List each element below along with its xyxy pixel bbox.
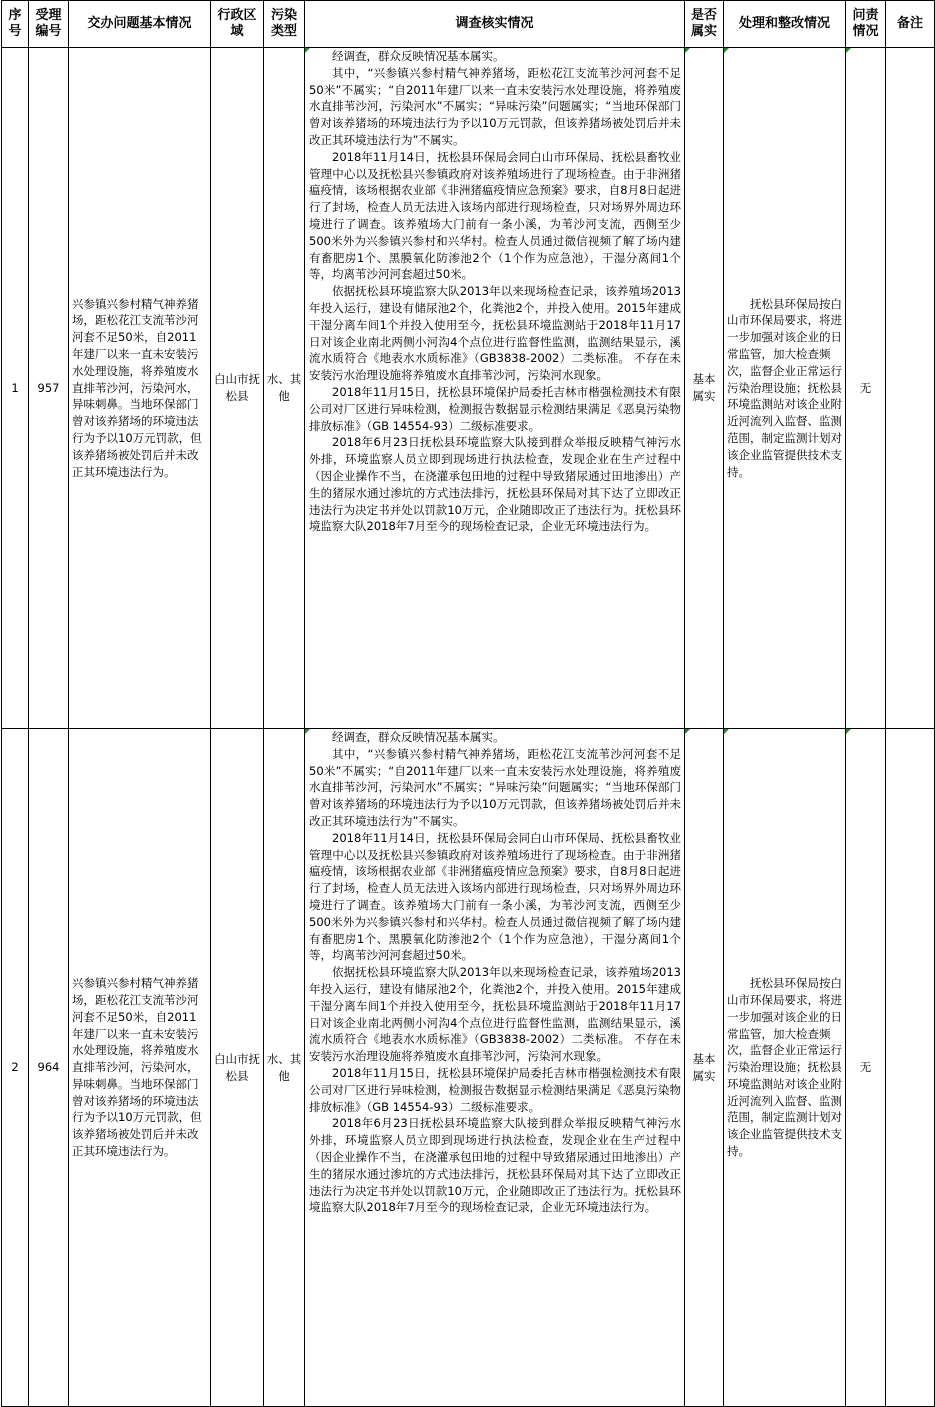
survey-paragraph: 依据抚松县环境监察大队2013年以来现场检查记录，该养殖场2013年投入运行，建设有储尿池2个，化粪池2个，并投入使用。2015年建成干湿分离车间1个并投入使用至今，抚松县环境监测站于2018年11月17日对该企业南北两侧小河沟4个点位进行监督性监测，监测结果显示，溪流水质符合《地表水水质标准》（GB3838-2002）二类标准。 不存在未安装污水治理设施将养殖废水直排苇沙河，污染河水现象。	[309, 284, 681, 383]
survey-paragraph: 2018年11月14日，抚松县环保局会同白山市环保局、抚松县畜牧业管理中心以及抚松县兴参镇政府对该养殖场进行了现场检查。由于非洲猪瘟疫情，该场根据农业部《非洲猪瘟疫情应急预案》要求，自8月8日起进行了封场，检查人员无法进入该场内部进行现场检查，只对场界外周边环境进行了调查。该养殖场大门前有一条小溪，为苇沙河支流，西侧至少500米外为兴参镇兴参村和兴华村。检查人员通过微信视频了解了场内建有畜肥房1个、黑膜氧化防渗池2个（1个作为应急池），干湿分离间1个等，均离苇沙河河套超过50米。	[309, 830, 681, 963]
cell-accept-no: 957	[29, 48, 69, 729]
survey-paragraph: 经调查，群众反映情况基本属实。	[332, 730, 505, 744]
survey-paragraph: 其中，“兴参镇兴参村精气神养猪场，距松花江支流苇沙河河套不足50米”不属实；“自2011年建厂以来一直未安装污水处理设施，将养殖废水直排苇沙河，污染河水”不属实；“异味污染”问题属实；“当地环保部门曾对该养猪场的环境违法行为予以10万元罚款，但该养猪场被处罚后并未改正其环境违法行为”不属实。	[309, 746, 681, 828]
handling-text: 抚松县环保局按白山市环保局要求，将进一步加强对该企业的日常监管，加大检查频次，监督企业正常运行污染治理设施；抚松县环境监测站对该企业附近河流列入监督、监测范围，制定监测计划对该企业监管提供技术支持。	[727, 976, 842, 1159]
survey-paragraph: 2018年6月23日抚松县环境监察大队接到群众举报反映精气神污水外排，环境监察人员立即到现场进行执法检查，发现企业在生产过程中（因企业操作不当，在浇灌承包田地的过程中导致猪尿通过田地渗出）产生的猪尿水通过渗坑的方式违法排污，抚松县环保局对其下达了立即改正违法行为决定书并处以罚款10万元，企业随即改正了违法行为。抚松县环境监察大队2018年7月至今的现场检查记录，企业无环境违法行为。	[309, 435, 681, 534]
survey-paragraph: 2018年11月14日，抚松县环保局会同白山市环保局、抚松县畜牧业管理中心以及抚松县兴参镇政府对该养殖场进行了现场检查。由于非洲猪瘟疫情，该场根据农业部《非洲猪瘟疫情应急预案》要求，自8月8日起进行了封场，检查人员无法进入该场内部进行现场检查，只对场界外周边环境进行了调查。该养殖场大门前有一条小溪，为苇沙河支流，西侧至少500米外为兴参镇兴参村和兴华村。检查人员通过微信视频了解了场内建有畜肥房1个、黑膜氧化防渗池2个（1个作为应急池），干湿分离间1个等，均离苇沙河河套超过50米。	[309, 149, 681, 282]
cell-true-status: 基本属实	[685, 729, 724, 1407]
cell-handling	[724, 48, 846, 729]
table-row	[2, 48, 935, 729]
cell-survey	[305, 729, 685, 1407]
header-pollution: 污染类型	[264, 1, 305, 48]
header-region: 行政区域	[211, 1, 264, 48]
header-seq: 序号	[2, 1, 29, 48]
cell-accept-no: 964	[29, 729, 69, 1407]
cell-survey	[305, 48, 685, 729]
header-remarks: 备注	[886, 1, 935, 48]
cell-remarks	[886, 48, 935, 729]
table-row	[2, 729, 935, 1407]
cell-pollution: 水、其他	[264, 729, 305, 1407]
cell-handling	[724, 729, 846, 1407]
header-accept-no: 受理编号	[29, 1, 69, 48]
cell-true-status: 基本属实	[685, 48, 724, 729]
header-true: 是否属实	[685, 1, 724, 48]
header-accountability: 问责情况	[846, 1, 886, 48]
cell-region: 白山市抚松县	[211, 729, 264, 1407]
survey-paragraph: 其中，“兴参镇兴参村精气神养猪场，距松花江支流苇沙河河套不足50米”不属实；“自2011年建厂以来一直未安装污水处理设施，将养殖废水直排苇沙河，污染河水”不属实；“异味污染”问题属实；“当地环保部门曾对该养猪场的环境违法行为予以10万元罚款，但该养猪场被处罚后并未改正其环境违法行为”不属实。	[309, 65, 681, 147]
cell-problem: 兴参镇兴参村精气神养猪场，距松花江支流苇沙河河套不足50米，自2011年建厂以来一直未安装污水处理设施，将养殖废水直排苇沙河，污染河水，异味刺鼻。当地环保部门曾对该养猪场的环境违法行为予以10万元罚款，但该养猪场被处罚后并未改正其环境违法行为。	[69, 48, 211, 729]
header-handling: 处理和整改情况	[724, 1, 846, 48]
case-table	[1, 0, 935, 1407]
cell-seq: 2	[2, 729, 29, 1407]
survey-paragraph: 2018年11月15日，抚松县环境保护局委托吉林市楷强检测技术有限公司对厂区进行异味检测，检测报告数据显示检测结果满足《恶臭污染物排放标准》（GB 14554-93）二级标准要求。	[309, 1065, 681, 1114]
survey-paragraph: 依据抚松县环境监察大队2013年以来现场检查记录，该养殖场2013年投入运行，建设有储尿池2个，化粪池2个，并投入使用。2015年建成干湿分离车间1个并投入使用至今，抚松县环境监测站于2018年11月17日对该企业南北两侧小河沟4个点位进行监督性监测，监测结果显示，溪流水质符合《地表水水质标准》（GB3838-2002）二类标准。 不存在未安装污水治理设施将养殖废水直排苇沙河，污染河水现象。	[309, 965, 681, 1064]
cell-problem: 兴参镇兴参村精气神养猪场，距松花江支流苇沙河河套不足50米，自2011年建厂以来一直未安装污水处理设施，将养殖废水直排苇沙河，污染河水，异味刺鼻。当地环保部门曾对该养猪场的环境违法行为予以10万元罚款，但该养猪场被处罚后并未改正其环境违法行为。	[69, 729, 211, 1407]
survey-paragraph: 经调查，群众反映情况基本属实。	[332, 49, 505, 63]
cell-remarks	[886, 729, 935, 1407]
header-survey: 调查核实情况	[305, 1, 685, 48]
cell-accountability: 无	[846, 729, 886, 1407]
cell-pollution: 水、其他	[264, 48, 305, 729]
cell-seq: 1	[2, 48, 29, 729]
cell-region: 白山市抚松县	[211, 48, 264, 729]
handling-text: 抚松县环保局按白山市环保局要求，将进一步加强对该企业的日常监管，加大检查频次，监督企业正常运行污染治理设施；抚松县环境监测站对该企业附近河流列入监督、监测范围，制定监测计划对该企业监管提供技术支持。	[727, 296, 842, 479]
header-row	[2, 1, 935, 48]
cell-accountability: 无	[846, 48, 886, 729]
survey-paragraph: 2018年6月23日抚松县环境监察大队接到群众举报反映精气神污水外排，环境监察人员立即到现场进行执法检查，发现企业在生产过程中（因企业操作不当，在浇灌承包田地的过程中导致猪尿通过田地渗出）产生的猪尿水通过渗坑的方式违法排污，抚松县环保局对其下达了立即改正违法行为决定书并处以罚款10万元，企业随即改正了违法行为。抚松县环境监察大队2018年7月至今的现场检查记录，企业无环境违法行为。	[309, 1116, 681, 1215]
survey-paragraph: 2018年11月15日，抚松县环境保护局委托吉林市楷强检测技术有限公司对厂区进行异味检测，检测报告数据显示检测结果满足《恶臭污染物排放标准》（GB 14554-93）二级标准要求。	[309, 384, 681, 433]
header-problem: 交办问题基本情况	[69, 1, 211, 48]
